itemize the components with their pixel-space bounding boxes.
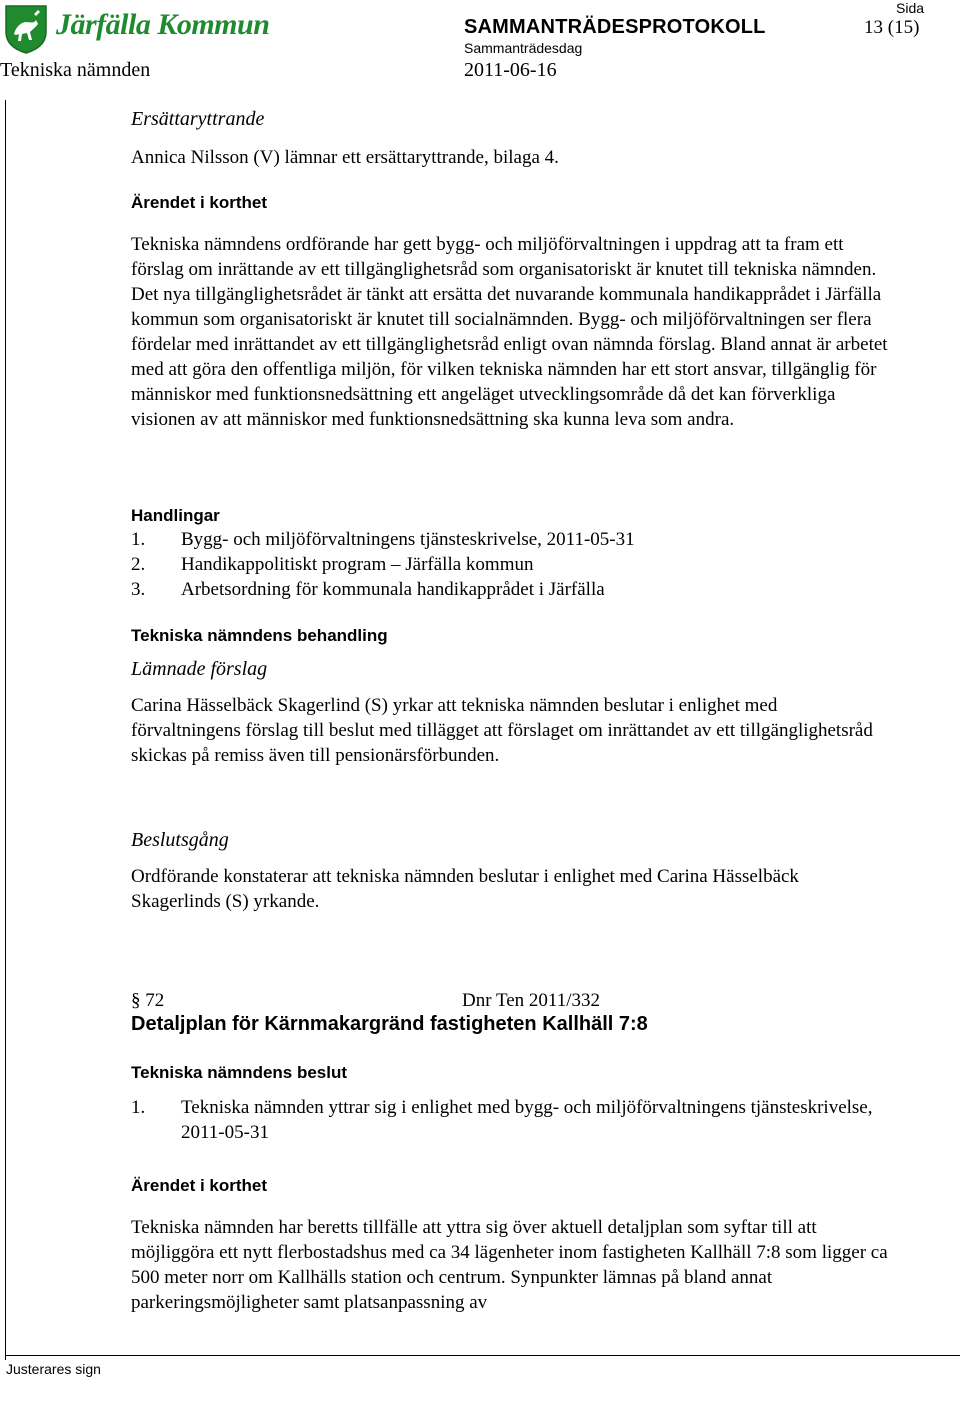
list-text: Bygg- och miljöförvaltningens tjänsteskrivelse, 2011-05-31 <box>181 529 635 550</box>
diary-number: Dnr Ten 2011/332 <box>462 990 600 1011</box>
list-text: Tekniska nämnden yttrar sig i enlighet med bygg- och miljöförvaltningens tjänsteskrivelse, 2011-05-31 <box>181 1097 873 1143</box>
behandling-heading: Tekniska nämndens behandling <box>131 626 388 645</box>
beslutsgang-heading: Beslutsgång <box>131 829 229 851</box>
signature-label: Justerares sign <box>6 1361 101 1377</box>
list-item <box>131 552 891 577</box>
list-number: 2. <box>131 554 146 575</box>
document-title: SAMMANTRÄDESPROTOKOLL <box>464 16 766 38</box>
footer-rule <box>5 1355 960 1356</box>
list-text: Arbetsordning för kommunala handikapprådet i Järfälla <box>181 579 605 600</box>
case-title: Detaljplan för Kärnmakargränd fastigheten Kallhäll 7:8 <box>131 1013 648 1035</box>
arendet-text: Tekniska nämndens ordförande har gett bygg- och miljöförvaltningen i uppdrag att ta fram ett förslag om inrättande av ett tillgänglighetsråd som organisatoriskt är knutet till tekniska nämnden. Det nya tillgänglighetsrådet är tänkt att ersätta det nuvarande kommunala handikapprådet i Järfälla kommun som organisatoriskt är knutet till socialnämnden. Bygg- och miljöförvaltningen ser flera fördelar med inrättandet av ett tillgänglighetsråd enligt ovan nämnda förslag. Bland annat är arbetet med att göra den offentliga miljön, för vilken tekniska nämnden har ett stort ansvar, tillgänglig för människor med funktionsnedsättning ett angeläget utvecklingsområde då det kan förverkliga visionen av att människor med funktionsnedsättning ska kunna leva som andra. <box>131 234 888 430</box>
list-item <box>131 1095 891 1145</box>
list-item <box>131 577 891 602</box>
list-number: 1. <box>131 529 146 550</box>
meeting-type-label: Sammanträdesdag <box>464 40 583 56</box>
left-margin-rule <box>5 100 6 1360</box>
ersattaryttrande-text: Annica Nilsson (V) lämnar ett ersättaryttrande, bilaga 4. <box>131 147 559 168</box>
list-number: 3. <box>131 579 146 600</box>
committee-name: Tekniska nämnden <box>0 59 151 81</box>
lamnade-forslag-text: Carina Hässelbäck Skagerlind (S) yrkar att tekniska nämnden beslutar i enlighet med förvaltningens förslag till beslut med tillägget att förslaget om inrättandet av ett tillgänglighetsråd skickas på remiss även till pensionärsförbunden. <box>131 695 873 766</box>
arendet-text-2: Tekniska nämnden har beretts tillfälle att yttra sig över aktuell detaljplan som syftar till att möjliggöra ett nytt flerbostadshus med ca 34 lägenheter inom fastigheten Kallhäll 7:8 som ligger ca 500 meter norr om Kallhälls station och centrum. Synpunkter lämnas på bland annat parkeringsmöjligheter samt platsanpassning av <box>131 1217 888 1313</box>
municipality-logo <box>4 4 270 54</box>
list-number: 1. <box>131 1097 146 1118</box>
handlingar-heading: Handlingar <box>131 506 220 525</box>
beslut-heading: Tekniska nämndens beslut <box>131 1063 348 1082</box>
logo-wordmark: Järfälla Kommun <box>56 8 270 41</box>
arendet-heading: Ärendet i korthet <box>131 193 268 212</box>
lamnade-forslag-heading: Lämnade förslag <box>131 658 268 680</box>
ersattaryttrande-heading: Ersättaryttrande <box>131 108 265 130</box>
list-text: Handikappolitiskt program – Järfälla kommun <box>181 554 534 575</box>
page-label: Sida <box>896 0 925 16</box>
list-item <box>131 527 891 552</box>
arendet-heading-2: Ärendet i korthet <box>131 1176 268 1195</box>
page-number: 13 (15) <box>864 17 920 38</box>
paragraph-number: § 72 <box>131 990 165 1011</box>
beslutsgang-text: Ordförande konstaterar att tekniska nämnden beslutar i enlighet med Carina Hässelbäck Skagerlinds (S) yrkande. <box>131 866 799 912</box>
coat-of-arms-icon <box>4 4 48 54</box>
meeting-date: 2011-06-16 <box>464 59 557 81</box>
